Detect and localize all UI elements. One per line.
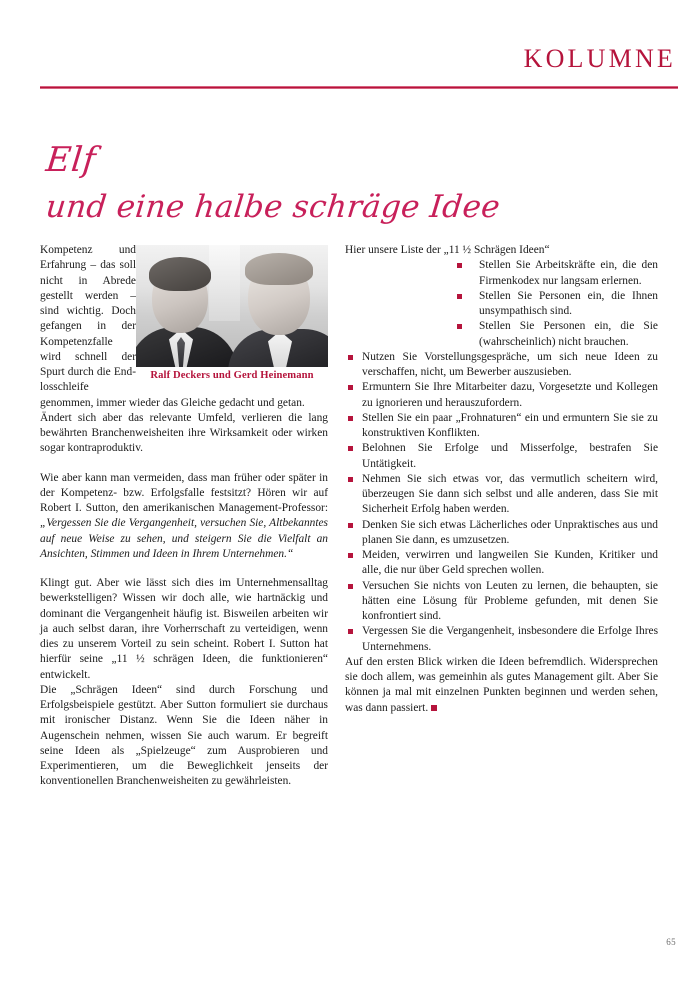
ideas-list-narrow	[479, 258, 658, 350]
headline-line-2: und eine halbe schräge Idee	[44, 189, 502, 225]
list-item: Stellen Sie Personen ein, die Ihnen unsympathisch sind.	[479, 289, 658, 320]
list-item: Stellen Sie Arbeitskräfte ein, die den Firmenkodex nur langsam erlernen.	[479, 258, 658, 289]
author-photo-caption: Ralf Deckers und Gerd Heinemann	[136, 367, 328, 385]
list-item: Ermuntern Sie Ihre Mitarbeiter dazu, Vorgesetzte und Kollegen zu ignorieren und herauszufordern.	[345, 380, 658, 411]
right-column	[345, 243, 658, 716]
page-title: KOLUMNE	[523, 44, 676, 73]
person-right-hair	[245, 253, 313, 285]
sutton-quote: „Vergessen Sie die Vergangenheit, versuchen Sie, Altbekanntes auf neue Weise zu sehen, und steigern Sie die Vielfalt an Ansichten, Stimmen und Ideen in Ihrem Unternehmen.“	[40, 517, 328, 560]
header-divider	[40, 86, 678, 89]
headline-line-1: Elf	[44, 140, 98, 180]
person-left-hair	[149, 257, 211, 291]
left-column	[40, 243, 328, 790]
list-item: Nutzen Sie Vorstellungsgespräche, um sich neue Ideen zu verschaffen, nicht, um Bewerber auszusieben.	[345, 350, 658, 381]
left-paragraph-3	[40, 471, 328, 563]
right-closing-text: Auf den ersten Blick wirken die Ideen befremdlich. Widersprechen sie doch allem, was gemeinhin als gutes Management gilt. Aber Sie können ja mal mit einzelnen Punkten beginnen und werden sehen, was dann passiert.	[345, 655, 658, 714]
left-paragraph-4: Klingt gut. Aber wie lässt sich dies im Unternehmensalltag bewerkstelligen? Wissen wir doch alle, wie hartnäckig und dominant die Vergangenheit häufig ist. Bisweilen arbeiten wir ja auch selbst daran, ihre Vorherrschaft zu verteidigen, wenn dies zu unserem Vorteil zu sein scheint. Robert I. Sutton hat hierfür seine „11 ½ schrägen Ideen, die funktionieren“ entwickelt.	[40, 577, 328, 681]
list-item: Vergessen Sie die Vergangenheit, insbesondere die Erfolge Ihres Unternehmens.	[345, 624, 658, 655]
list-item: Stellen Sie ein paar „Frohnaturen“ ein und ermuntern Sie sie zu konstruktiven Konflikten.	[345, 411, 658, 442]
author-photo	[136, 245, 328, 367]
list-item: Belohnen Sie Erfolge und Misserfolge, bestrafen Sie Untätigkeit.	[345, 441, 658, 472]
ideas-list-wide	[345, 350, 658, 655]
author-photo-figure	[136, 245, 328, 385]
left-paragraph-3-intro: Wie aber kann man vermeiden, dass man früher oder später in der Kompetenz- bzw. Erfolgsfalle festsitzt? Hören wir auf Robert I. Sutton, den amerikanischen Management-Professor:	[40, 471, 328, 514]
left-paragraph-1: Kompetenz und Erfahrung – das soll nicht in Abrede gestellt werden – sind wichtig. Doch gefangen in der Kompetenzfalle wird schnell der Spurt durch die Endlosschleife genommen, immer wieder das Gleiche gedacht und getan.	[40, 244, 305, 409]
list-item: Stellen Sie Personen ein, die Sie (wahrscheinlich) nicht brauchen.	[479, 319, 658, 350]
left-paragraph-2: Ändert sich aber das relevante Umfeld, verlieren die lang bewährten Branchenweisheiten ihre Wirksamkeit oder wirken sogar kontraproduktiv.	[40, 411, 328, 455]
right-closing-paragraph	[345, 655, 658, 716]
list-item: Denken Sie sich etwas Lächerliches oder Unpraktisches aus und planen Sie dann, es umzusetzen.	[345, 518, 658, 549]
left-paragraph-5: Die „Schrägen Ideen“ sind durch Forschung und Erfolgsbeispiele gestützt. Aber Sutton formuliert sie durchaus mit ironischer Distanz. Wenn Sie die Ideen näher in Augenschein nehmen, wissen Sie auch warum. Er begreift seine Ideen als „Spielzeuge“ zum Ausprobieren und Experimentieren, um die Beweglichkeit jenseits der konventionellen Branchenweisheiten zu gewährleisten.	[40, 683, 328, 788]
list-item: Nehmen Sie sich etwas vor, das vermutlich scheitern wird, überzeugen Sie dann sich selbst und alle anderen, dass Sie mit Sicherheit Erfolg haben werden.	[345, 472, 658, 518]
end-mark-icon	[431, 705, 437, 711]
list-item: Meiden, verwirren und langweilen Sie Kunden, Kritiker und alle, die nur über Geld sprechen wollen.	[345, 548, 658, 579]
list-item: Versuchen Sie nichts von Leuten zu lernen, die behaupten, sie hätten eine Lösung für Probleme gefunden, mit denen Sie konfrontiert sind.	[345, 579, 658, 625]
right-intro: Hier unsere Liste der „11 ½ Schrägen Ideen“	[345, 244, 550, 256]
article-headline	[44, 140, 502, 226]
page-number: 65	[666, 937, 676, 947]
kolumne-header	[0, 46, 678, 72]
